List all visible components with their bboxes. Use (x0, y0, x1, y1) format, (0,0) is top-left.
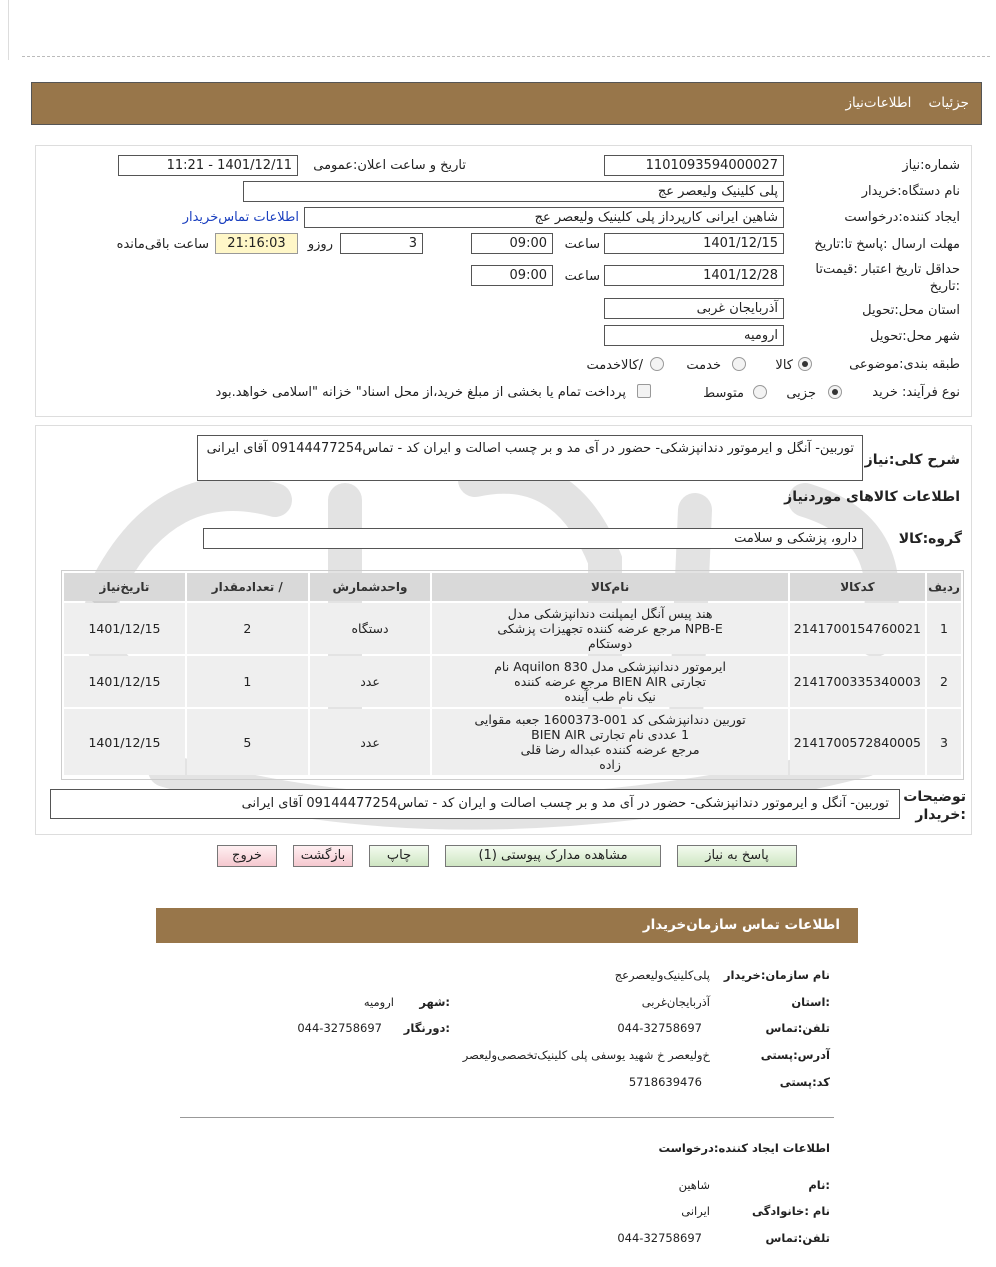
province-label: استان محل:تحویل (862, 303, 960, 318)
row-name-line: 1 عددی نام تجارتی BIEN AIR (531, 727, 690, 742)
row-index: 2 (927, 656, 961, 707)
top-divider (22, 56, 990, 57)
row-name-line: NPB-E مرجع عرضه کننده تجهیزات پزشکی (497, 621, 723, 636)
table-row (64, 603, 961, 654)
buyer-notes-label-line2: :خریدار (915, 807, 966, 823)
row-name-line: مرجع عرضه کننده عبداله رضا قلی (520, 742, 700, 757)
contact-phone-value: 044-32758697 (617, 1021, 702, 1035)
row-code: 2141700154760021 (790, 603, 925, 654)
table-row (64, 656, 961, 707)
col-row-header: ردیف (927, 573, 961, 601)
goods-group-label: گروه:کالا (898, 531, 962, 547)
contact-city-value: ارومیه (363, 995, 394, 1009)
process-partial-radio[interactable] (828, 385, 842, 399)
contact-city-label: :شهر (419, 995, 450, 1009)
row-qty: 2 (187, 603, 308, 654)
row-date: 1401/12/15 (64, 656, 185, 707)
items-table-header (64, 573, 961, 601)
contact-province-label: :استان (791, 995, 830, 1009)
row-qty: 1 (187, 656, 308, 707)
row-code: 2141700572840005 (790, 709, 925, 775)
row-unit: عدد (310, 656, 431, 707)
process-medium-label: متوسط (703, 386, 744, 401)
col-name-header: نام‌کالا (432, 573, 787, 601)
category-goods-radio[interactable] (798, 357, 812, 371)
buyer-org-field: پلی کلینیک ولیعصر عج (243, 181, 784, 202)
exit-button[interactable]: خروج (217, 845, 277, 867)
table-row (64, 709, 961, 775)
summary-description: توربین- آنگل و ایرموتور دندانپزشکی- حضور در آی مد و بر چسب اصالت و ایران کد - تماس09144477254 آقای ایرانی (206, 441, 854, 456)
contact-postal-value: 5718639476 (628, 1075, 702, 1089)
row-unit: عدد (310, 709, 431, 775)
validity-time-field: 09:00 (471, 265, 553, 286)
view-attachments-button[interactable]: مشاهده مدارک پیوستی (1) (445, 845, 661, 867)
category-service-radio[interactable] (732, 357, 746, 371)
goods-group-field: دارو، پزشکی و سلامت (203, 528, 863, 549)
row-index: 1 (927, 603, 961, 654)
deadline-label: مهلت ارسال :پاسخ تا:تاریخ (814, 237, 960, 252)
row-date: 1401/12/15 (64, 709, 185, 775)
deadline-time-label: ساعت (564, 237, 600, 252)
creator-label: ایجاد کننده:درخواست (844, 210, 960, 225)
treasury-payment-note: پرداخت تمام یا بخشی از مبلغ خرید،از محل اسناد" خزانه "اسلامی خواهد.بود (215, 385, 626, 400)
buyer-org-label: نام دستگاه:خریدار (861, 184, 960, 199)
province-field: آذربایجان غربی (604, 298, 784, 319)
row-name (432, 656, 787, 707)
contact-org-value: پلی‌کلینیک‌ولیعصرعج (614, 968, 710, 982)
col-unit-header: واحدشمارش (310, 573, 431, 601)
reply-button[interactable]: پاسخ به نیاز (677, 845, 797, 867)
breadcrumb-details[interactable]: جزئیات (928, 95, 969, 111)
category-service-label: خدمت (686, 358, 721, 373)
contact-divider (180, 1117, 834, 1118)
row-name-line: توربین دندانپزشکی کد 001-1600373 جعبه مقوایی (474, 712, 746, 727)
deadline-time-field: 09:00 (471, 233, 553, 254)
contact-address-value: خ‌ولیعصر خ شهید یوسفی پلی کلینیک‌تخصصی‌ولیعصر (462, 1048, 710, 1062)
remaining-label: ساعت باقی‌مانده (116, 237, 209, 252)
row-name-line: تجارتی BIEN AIR مرجع عرضه کننده (514, 674, 707, 689)
buyer-notes-label-line1: توضیحات (903, 789, 966, 805)
breadcrumb-info[interactable]: اطلاعات‌نیاز (845, 95, 912, 111)
row-name-line: ایرموتور دندانپزشکی مدل Aquilon 830 نام (494, 659, 727, 674)
validity-label-line1: حداقل تاریخ اعتبار :قیمت‌تا (815, 262, 960, 277)
row-name-line: زاده (599, 757, 621, 772)
buyer-notes-field: توربین- آنگل و ایرموتور دندانپزشکی- حضور در آی مد و بر چسب اصالت و ایران کد - تماس09144477254 آقای ایرانی (50, 789, 900, 819)
left-border-line (8, 0, 9, 60)
days-field: 3 (340, 233, 423, 254)
row-name (432, 709, 787, 775)
announce-field: 1401/12/11 - 11:21 (118, 155, 298, 176)
creator-section-title: اطلاعات ایجاد کننده:درخواست (658, 1141, 830, 1155)
row-date: 1401/12/15 (64, 603, 185, 654)
contact-fax-value: 044-32758697 (297, 1021, 382, 1035)
process-medium-radio[interactable] (753, 385, 767, 399)
creator-last-name-label: نام :خانوادگی (752, 1204, 830, 1218)
need-number-field: 1101093594000027 (604, 155, 784, 176)
summary-description-label: شرح کلی:نیاز (864, 452, 960, 468)
row-code: 2141700335340003 (790, 656, 925, 707)
col-code-header: کدکالا (790, 573, 925, 601)
category-goods-label: کالا (775, 358, 793, 373)
row-name-line: هند پیس آنگل ایمپلنت دندانپزشکی مدل (507, 606, 713, 621)
row-unit: دستگاه (310, 603, 431, 654)
row-name-line: نیک نام طب آینده (564, 689, 656, 704)
announce-label: تاریخ و ساعت اعلان:عمومی (313, 158, 466, 173)
treasury-payment-checkbox[interactable] (637, 384, 651, 398)
remaining-time-field: 21:16:03 (215, 233, 298, 254)
process-label: نوع فرآیند: خرید (872, 385, 960, 400)
row-name-line: دوستکام (587, 636, 633, 651)
creator-field: شاهین ایرانی کارپرداز پلی کلینیک ولیعصر عج (304, 207, 784, 228)
row-qty: 5 (187, 709, 308, 775)
category-both-label: /کالاخدمت (586, 358, 643, 373)
contact-banner: اطلاعات تماس سازمان‌خریدار (156, 908, 858, 943)
validity-date-field: 1401/12/28 (604, 265, 784, 286)
creator-first-name-value: شاهین (678, 1178, 710, 1192)
city-label: شهر محل:تحویل (870, 329, 960, 344)
header-banner (31, 82, 982, 125)
contact-org-label: نام سازمان:خریدار (723, 968, 830, 982)
contact-postal-label: کد:پستی (779, 1075, 830, 1089)
contact-province-value: آذربایجان‌غربی (641, 995, 710, 1009)
back-button[interactable]: بازگشت (293, 845, 353, 867)
creator-first-name-label: :نام (808, 1178, 830, 1192)
items-table (62, 571, 963, 777)
contact-phone-label: تلفن:تماس (765, 1021, 830, 1035)
col-date-header: تاریخ‌نیاز (64, 573, 185, 601)
contact-fax-label: :دورنگار (403, 1021, 450, 1035)
row-name (432, 603, 787, 654)
category-label: طبقه بندی:موضوعی (849, 357, 960, 372)
process-partial-label: جزیی (786, 386, 816, 401)
summary-description-box (197, 435, 863, 481)
buyer-contact-link[interactable]: اطلاعات تماس‌خریدار (182, 210, 299, 225)
creator-last-name-value: ایرانی (681, 1204, 710, 1218)
days-label: روزو (307, 237, 333, 252)
validity-time-label: ساعت (564, 269, 600, 284)
col-qty-header: / تعدادمقدار (187, 573, 308, 601)
items-section-title: اطلاعات کالاهای موردنیاز (784, 489, 960, 505)
contact-address-label: آدرس:پستی (760, 1048, 830, 1062)
validity-label-line2: :تاریخ (929, 279, 960, 294)
creator-phone-label: تلفن:تماس (765, 1231, 830, 1245)
city-field: ارومیه (604, 325, 784, 346)
category-both-radio[interactable] (650, 357, 664, 371)
deadline-date-field: 1401/12/15 (604, 233, 784, 254)
row-index: 3 (927, 709, 961, 775)
creator-phone-value: 044-32758697 (617, 1231, 702, 1245)
need-number-label: شماره:نیاز (902, 158, 960, 173)
print-button[interactable]: چاپ (369, 845, 429, 867)
